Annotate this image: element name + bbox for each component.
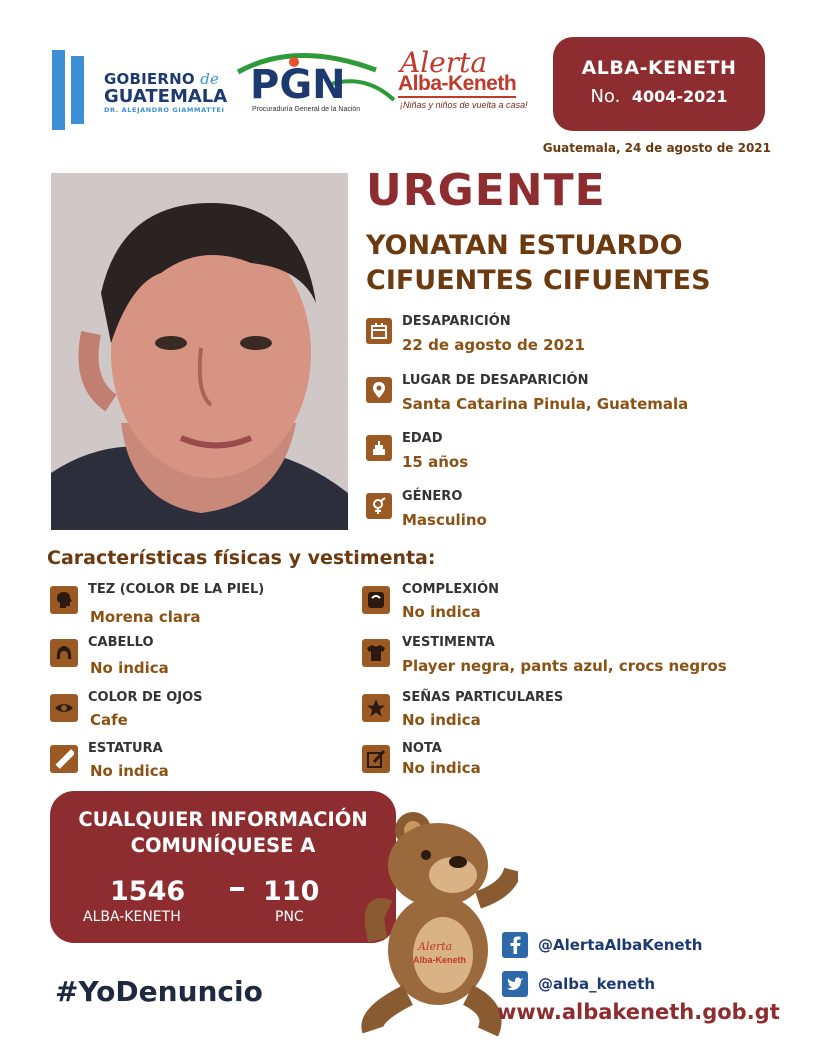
contact-box bbox=[50, 791, 396, 943]
alerta-logo-name: Alba-Keneth bbox=[398, 72, 516, 98]
phone-number-pnc[interactable]: 110 bbox=[263, 876, 320, 907]
contact-line2: COMUNÍQUESE A bbox=[130, 834, 316, 857]
case-number: No. 4004-2021 bbox=[590, 86, 728, 107]
detail-label: EDAD bbox=[402, 431, 443, 446]
eye-icon bbox=[50, 694, 78, 722]
char-label: CABELLO bbox=[88, 635, 154, 650]
char-label: COMPLEXIÓN bbox=[402, 582, 500, 597]
facebook-link[interactable] bbox=[502, 932, 702, 958]
bear-mascot bbox=[358, 800, 518, 1036]
phone-number-albakeneth[interactable]: 1546 bbox=[110, 876, 186, 907]
tshirt-icon bbox=[362, 639, 390, 667]
website-link[interactable]: www.albakeneth.gob.gt bbox=[497, 1000, 780, 1024]
urgent-heading: URGENTE bbox=[366, 165, 606, 216]
detail-value: 15 años bbox=[402, 453, 469, 471]
char-label: TEZ (COLOR DE LA PIEL) bbox=[88, 582, 265, 597]
facebook-handle[interactable]: @AlertaAlbaKeneth bbox=[538, 936, 703, 954]
bear-badge-word: Alerta bbox=[418, 940, 453, 953]
hashtag: #YoDenuncio bbox=[55, 975, 263, 1008]
contact-line1: CUALQUIER INFORMACIÓN bbox=[78, 808, 368, 831]
char-label: NOTA bbox=[402, 741, 442, 756]
person-name: YONATAN ESTUARDO CIFUENTES CIFUENTES bbox=[366, 230, 711, 296]
hair-icon bbox=[50, 639, 78, 667]
pgn-logo-text: PGN bbox=[250, 62, 346, 108]
location-pin-icon bbox=[366, 377, 392, 403]
number-separator bbox=[230, 887, 244, 891]
twitter-handle[interactable]: @alba_keneth bbox=[538, 975, 656, 993]
char-label: COLOR DE OJOS bbox=[88, 690, 203, 705]
char-value: No indica bbox=[402, 603, 481, 621]
gobierno-logo-line1: GOBIERNO de bbox=[104, 70, 220, 88]
gobierno-logo-line3: DR. ALEJANDRO GIAMMATTEI bbox=[104, 106, 225, 114]
facebook-icon bbox=[502, 932, 528, 958]
detail-value: Santa Catarina Pinula, Guatemala bbox=[402, 395, 689, 413]
characteristics-heading: Características físicas y vestimenta: bbox=[47, 547, 436, 569]
note-pencil-icon bbox=[362, 745, 390, 773]
bear-badge-name: Alba-Keneth bbox=[413, 955, 467, 965]
case-title: ALBA-KENETH bbox=[581, 57, 737, 79]
alerta-logo-word: Alerta bbox=[400, 46, 488, 79]
twitter-icon bbox=[502, 971, 528, 997]
detail-label: DESAPARICIÓN bbox=[402, 314, 511, 329]
gender-icon bbox=[366, 493, 392, 519]
calendar-icon bbox=[366, 318, 392, 344]
gobierno-logo-bars bbox=[52, 50, 96, 130]
missing-person-photo bbox=[51, 173, 348, 530]
char-label: VESTIMENTA bbox=[402, 635, 495, 650]
char-value: Cafe bbox=[90, 711, 128, 729]
char-value: No indica bbox=[90, 762, 169, 780]
portrait-illustration bbox=[51, 173, 348, 530]
phone-label-pnc: PNC bbox=[275, 909, 304, 925]
char-label: ESTATURA bbox=[88, 741, 163, 756]
detail-label: GÉNERO bbox=[402, 489, 463, 504]
detail-value: Masculino bbox=[402, 511, 487, 529]
case-number-box bbox=[553, 37, 765, 131]
ruler-icon bbox=[50, 745, 78, 773]
pgn-subtitle: Procuraduría General de la Nación bbox=[252, 106, 361, 113]
star-icon bbox=[362, 694, 390, 722]
char-value: No indica bbox=[402, 759, 481, 777]
detail-value: 22 de agosto de 2021 bbox=[402, 336, 585, 354]
char-value: No indica bbox=[402, 711, 481, 729]
phone-label-albakeneth: ALBA-KENETH bbox=[83, 909, 181, 925]
gobierno-logo-line2: GUATEMALA bbox=[104, 86, 228, 107]
char-value: Morena clara bbox=[90, 608, 201, 626]
birthday-cake-icon bbox=[366, 435, 392, 461]
char-value: No indica bbox=[90, 659, 169, 677]
head-profile-icon bbox=[50, 586, 78, 614]
detail-label: LUGAR DE DESAPARICIÓN bbox=[402, 373, 589, 388]
issue-date: Guatemala, 24 de agosto de 2021 bbox=[542, 141, 771, 155]
alerta-logo-tagline: ¡Niñas y niños de vuelta a casa! bbox=[400, 100, 528, 110]
scale-icon bbox=[362, 586, 390, 614]
char-value: Player negra, pants azul, crocs negros bbox=[402, 657, 727, 675]
char-label: SEÑAS PARTICULARES bbox=[402, 690, 564, 705]
twitter-link[interactable] bbox=[502, 971, 655, 997]
